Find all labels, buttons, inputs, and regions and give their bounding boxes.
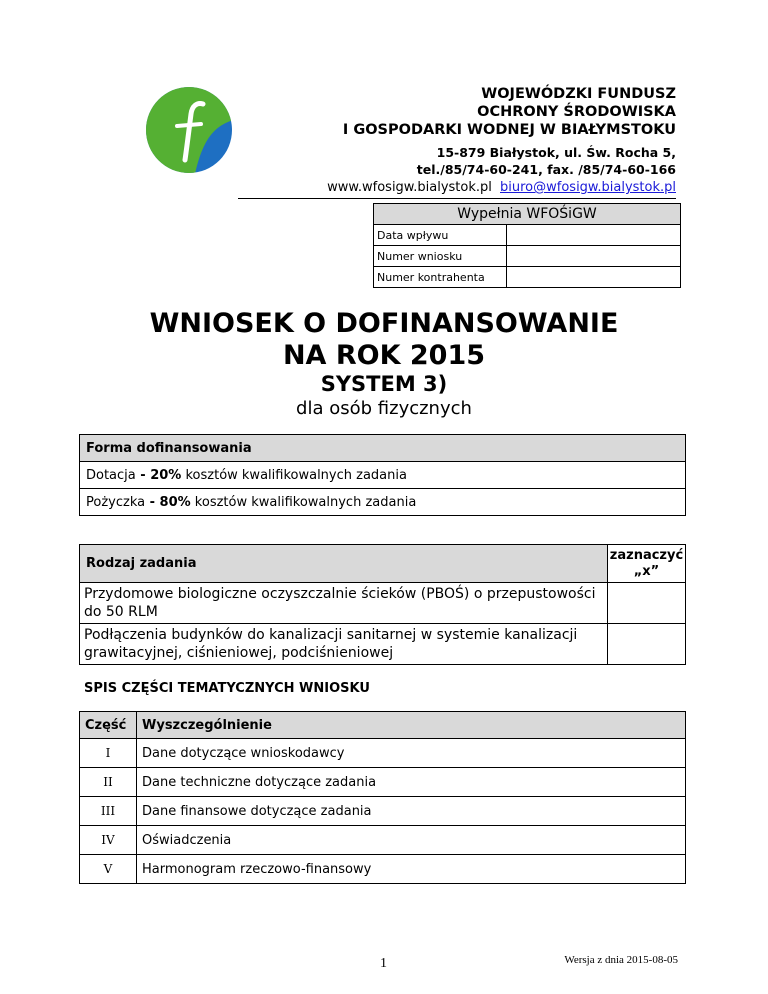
task-type-label: Podłączenia budynków do kanalizacji sanitarnej w systemie kanalizacji grawitacyjnej, ciśnieniowej, podciśnieniowej — [80, 624, 608, 665]
org-email-link[interactable]: biuro@wfosigw.bialystok.pl — [500, 180, 676, 195]
office-row — [374, 267, 681, 288]
office-row — [374, 225, 681, 246]
part-description: Dane finansowe dotyczące zadania — [137, 797, 686, 826]
part-description: Oświadczenia — [137, 826, 686, 855]
task-type-header: Rodzaj zadania — [80, 545, 608, 583]
document-title-line2: NA ROK 2015 — [282, 340, 486, 371]
part-number: III — [80, 797, 137, 826]
office-row-label: Data wpływu — [374, 225, 507, 246]
contents-table — [79, 711, 686, 884]
office-row-value[interactable] — [507, 267, 681, 288]
part-number: I — [80, 739, 137, 768]
funding-form-option: Dotacja - 20% kosztów kwalifikowalnych zadania — [80, 462, 686, 489]
funding-form-row — [80, 489, 686, 516]
part-description: Dane techniczne dotyczące zadania — [137, 768, 686, 797]
document-subtitle: dla osób fizycznych — [296, 398, 472, 419]
task-type-table — [79, 544, 686, 665]
table-row — [80, 768, 686, 797]
part-description: Harmonogram rzeczowo-finansowy — [137, 855, 686, 884]
funding-form-row — [80, 462, 686, 489]
contents-col-part: Część — [80, 712, 137, 739]
task-type-label: Przydomowe biologiczne oczyszczalnie ścieków (PBOŚ) o przepustowości do 50 RLM — [80, 583, 608, 624]
part-number: II — [80, 768, 137, 797]
funding-form-option: Pożyczka - 80% kosztów kwalifikowalnych zadania — [80, 489, 686, 516]
task-type-mark-cell[interactable] — [608, 583, 686, 624]
version-date: Wersja z dnia 2015-08-05 — [564, 954, 678, 966]
mark-column-header: zaznaczyć „x” — [608, 545, 686, 583]
org-name-line2: OCHRONY ŚRODOWISKA — [477, 104, 676, 120]
table-row — [80, 826, 686, 855]
funding-form-table — [79, 434, 686, 516]
document-title-line1: WNIOSEK O DOFINANSOWANIE — [149, 308, 619, 339]
part-number: V — [80, 855, 137, 884]
office-row-value[interactable] — [507, 225, 681, 246]
task-type-row — [80, 583, 686, 624]
contents-heading: SPIS CZĘŚCI TEMATYCZNYCH WNIOSKU — [84, 681, 370, 696]
org-phone: tel./85/74-60-241, fax. /85/74-60-166 — [416, 162, 676, 177]
table-row — [80, 739, 686, 768]
task-type-row — [80, 624, 686, 665]
office-row-label: Numer kontrahenta — [374, 267, 507, 288]
logo-graphic — [145, 86, 233, 174]
office-use-table — [373, 203, 681, 288]
office-row — [374, 246, 681, 267]
part-description: Dane dotyczące wnioskodawcy — [137, 739, 686, 768]
office-row-label: Numer wniosku — [374, 246, 507, 267]
org-address: 15-879 Białystok, ul. Św. Rocha 5, — [436, 145, 676, 160]
task-type-mark-cell[interactable] — [608, 624, 686, 665]
table-row — [80, 797, 686, 826]
header-divider — [238, 198, 676, 199]
org-website[interactable]: www.wfosigw.bialystok.pl — [327, 180, 492, 195]
document-system: SYSTEM 3) — [320, 372, 448, 396]
part-number: IV — [80, 826, 137, 855]
office-use-title: Wypełnia WFOŚiGW — [374, 204, 681, 225]
table-row — [80, 855, 686, 884]
contents-col-description: Wyszczególnienie — [137, 712, 686, 739]
org-contact-line — [327, 180, 676, 195]
wfosigw-logo — [145, 86, 233, 174]
org-name-line3: I GOSPODARKI WODNEJ W BIAŁYMSTOKU — [342, 122, 676, 138]
funding-form-header: Forma dofinansowania — [80, 435, 686, 462]
org-name-line1: WOJEWÓDZKI FUNDUSZ — [481, 86, 676, 102]
page-number: 1 — [380, 956, 387, 971]
office-row-value[interactable] — [507, 246, 681, 267]
